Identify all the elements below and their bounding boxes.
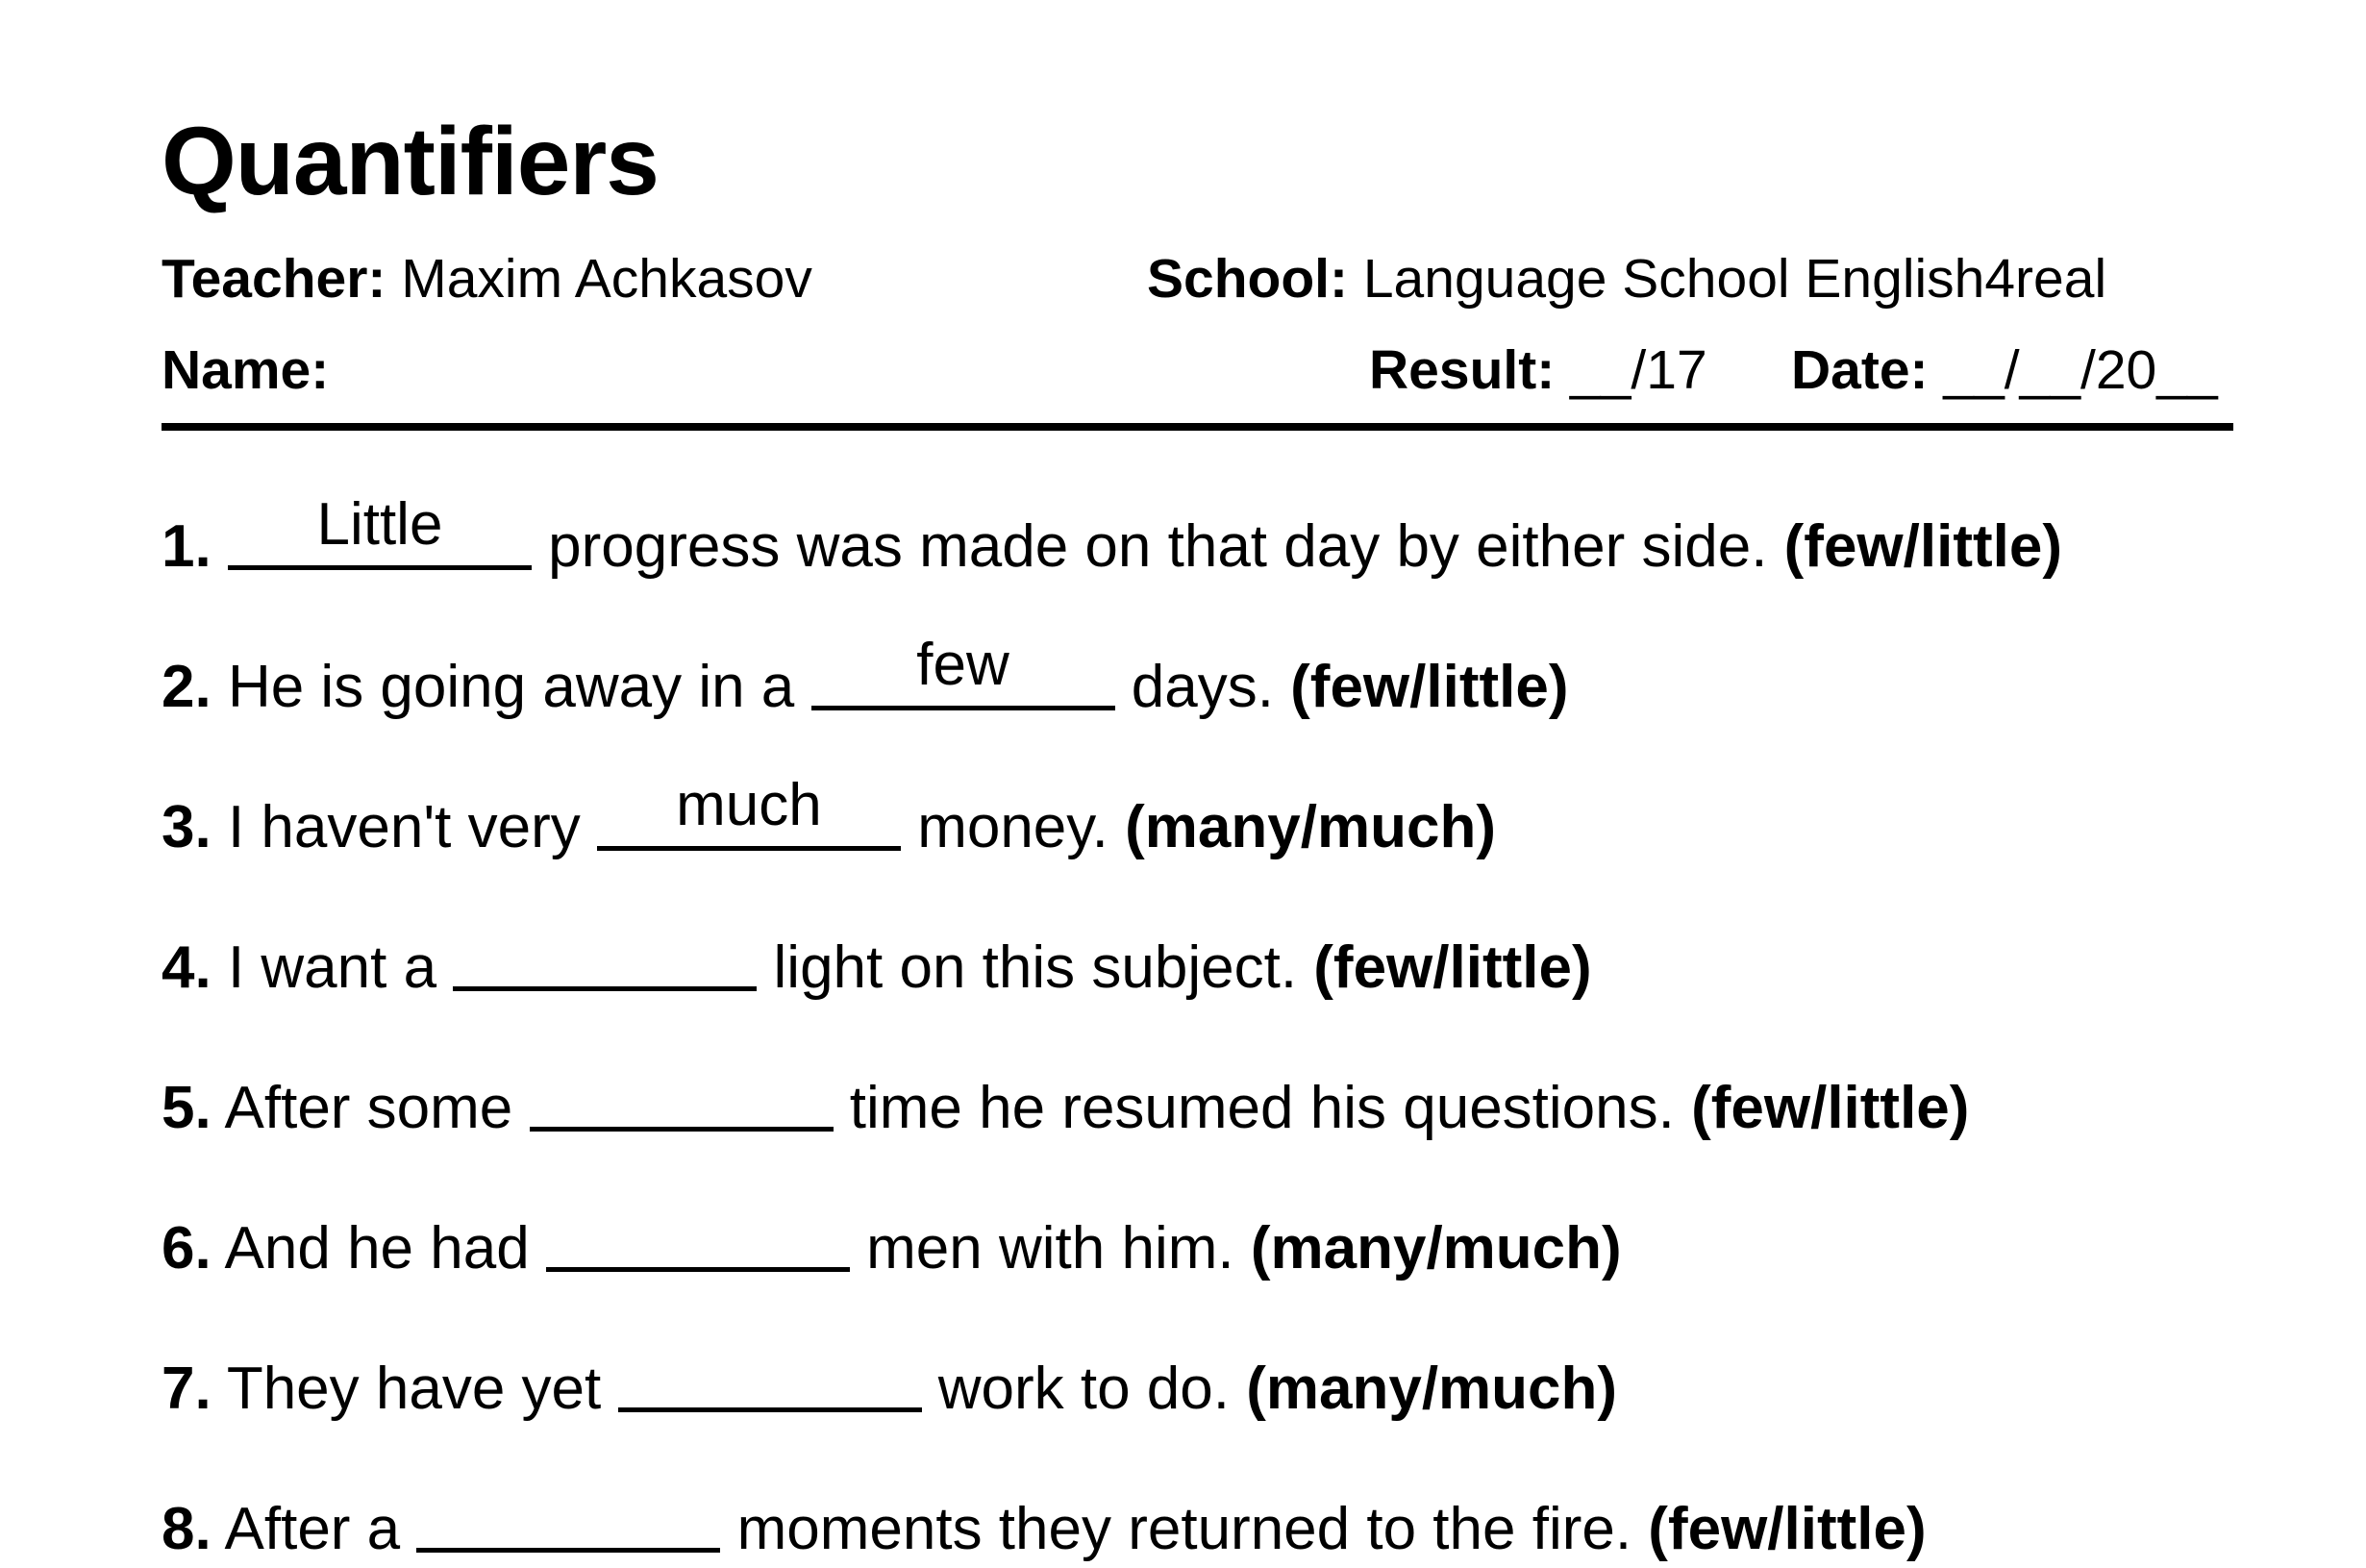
question-text-before: After some xyxy=(211,1075,530,1141)
question-text-before: I haven't very xyxy=(211,794,597,860)
answer-text: few xyxy=(916,632,1009,698)
blank-underline xyxy=(811,706,1115,710)
question-5 xyxy=(162,1068,1970,1141)
result-label: Result: xyxy=(1369,339,1556,401)
question-text-before: And he had xyxy=(211,1215,546,1282)
question-3 xyxy=(162,772,1496,860)
answer-blank[interactable] xyxy=(811,632,1115,707)
question-text-after: money. xyxy=(900,794,1126,860)
question-options: (few/little) xyxy=(1691,1075,1970,1141)
question-number: 4. xyxy=(162,934,212,1001)
blank-underline xyxy=(530,1127,834,1132)
result-line[interactable] xyxy=(1369,339,1707,401)
blank-underline xyxy=(228,565,532,570)
answer-blank[interactable] xyxy=(618,1349,922,1408)
question-number: 3. xyxy=(162,794,212,860)
result-value: __/17 xyxy=(1570,339,1707,401)
question-text-after: progress was made on that day by either side. xyxy=(531,513,1784,580)
question-options: (few/little) xyxy=(1648,1496,1927,1562)
student-name-label: Name: xyxy=(162,339,330,401)
question-text-before: They have yet xyxy=(211,1356,618,1422)
blank-underline xyxy=(597,846,901,851)
blank-underline xyxy=(416,1548,720,1553)
question-text-before: I want a xyxy=(211,934,454,1001)
school-line xyxy=(1147,248,2107,310)
question-number: 7. xyxy=(162,1356,212,1422)
teacher-line xyxy=(162,248,812,310)
date-value: __/__/20__ xyxy=(1943,339,2218,401)
answer-blank[interactable] xyxy=(530,1068,834,1128)
question-number: 5. xyxy=(162,1075,212,1141)
question-number: 1. xyxy=(162,513,212,580)
page-title: Quantifiers xyxy=(162,108,659,215)
answer-blank[interactable] xyxy=(597,772,901,847)
question-2 xyxy=(162,632,1569,720)
question-options: (many/much) xyxy=(1246,1356,1618,1422)
question-options: (many/much) xyxy=(1250,1215,1622,1282)
question-text-before: After a xyxy=(211,1496,417,1562)
question-text-after: light on this subject. xyxy=(757,934,1314,1001)
question-8 xyxy=(162,1489,1927,1562)
blank-underline xyxy=(546,1267,850,1272)
question-text-before: He is going away in a xyxy=(211,654,811,720)
question-4 xyxy=(162,928,1592,1001)
answer-text: Little xyxy=(316,491,443,558)
question-6 xyxy=(162,1208,1622,1282)
question-number: 2. xyxy=(162,654,212,720)
answer-blank[interactable] xyxy=(228,491,532,566)
header-divider xyxy=(162,423,2233,431)
question-text-after: men with him. xyxy=(849,1215,1251,1282)
school-label: School: xyxy=(1147,248,1348,310)
date-line[interactable] xyxy=(1791,339,2218,401)
question-text-after: moments they returned to the fire. xyxy=(720,1496,1649,1562)
teacher-name: Maxim Achkasov xyxy=(401,248,812,310)
answer-text: much xyxy=(676,772,822,838)
blank-underline xyxy=(618,1407,922,1412)
question-1 xyxy=(162,491,2062,580)
question-options: (few/little) xyxy=(1313,934,1592,1001)
question-number: 6. xyxy=(162,1215,212,1282)
teacher-label: Teacher: xyxy=(162,248,386,310)
question-text-after: days. xyxy=(1114,654,1291,720)
question-options: (few/little) xyxy=(1290,654,1569,720)
blank-underline xyxy=(453,986,757,991)
date-label: Date: xyxy=(1791,339,1929,401)
answer-blank[interactable] xyxy=(416,1489,720,1549)
answer-blank[interactable] xyxy=(546,1208,850,1268)
question-options: (few/little) xyxy=(1783,513,2062,580)
question-7 xyxy=(162,1349,1618,1422)
question-number: 8. xyxy=(162,1496,212,1562)
question-text-after: time he resumed his questions. xyxy=(833,1075,1692,1141)
question-text-after: work to do. xyxy=(921,1356,1247,1422)
answer-blank[interactable] xyxy=(453,928,757,987)
question-options: (many/much) xyxy=(1125,794,1496,860)
student-name-line[interactable] xyxy=(162,339,330,401)
school-name: Language School English4real xyxy=(1362,248,2107,310)
